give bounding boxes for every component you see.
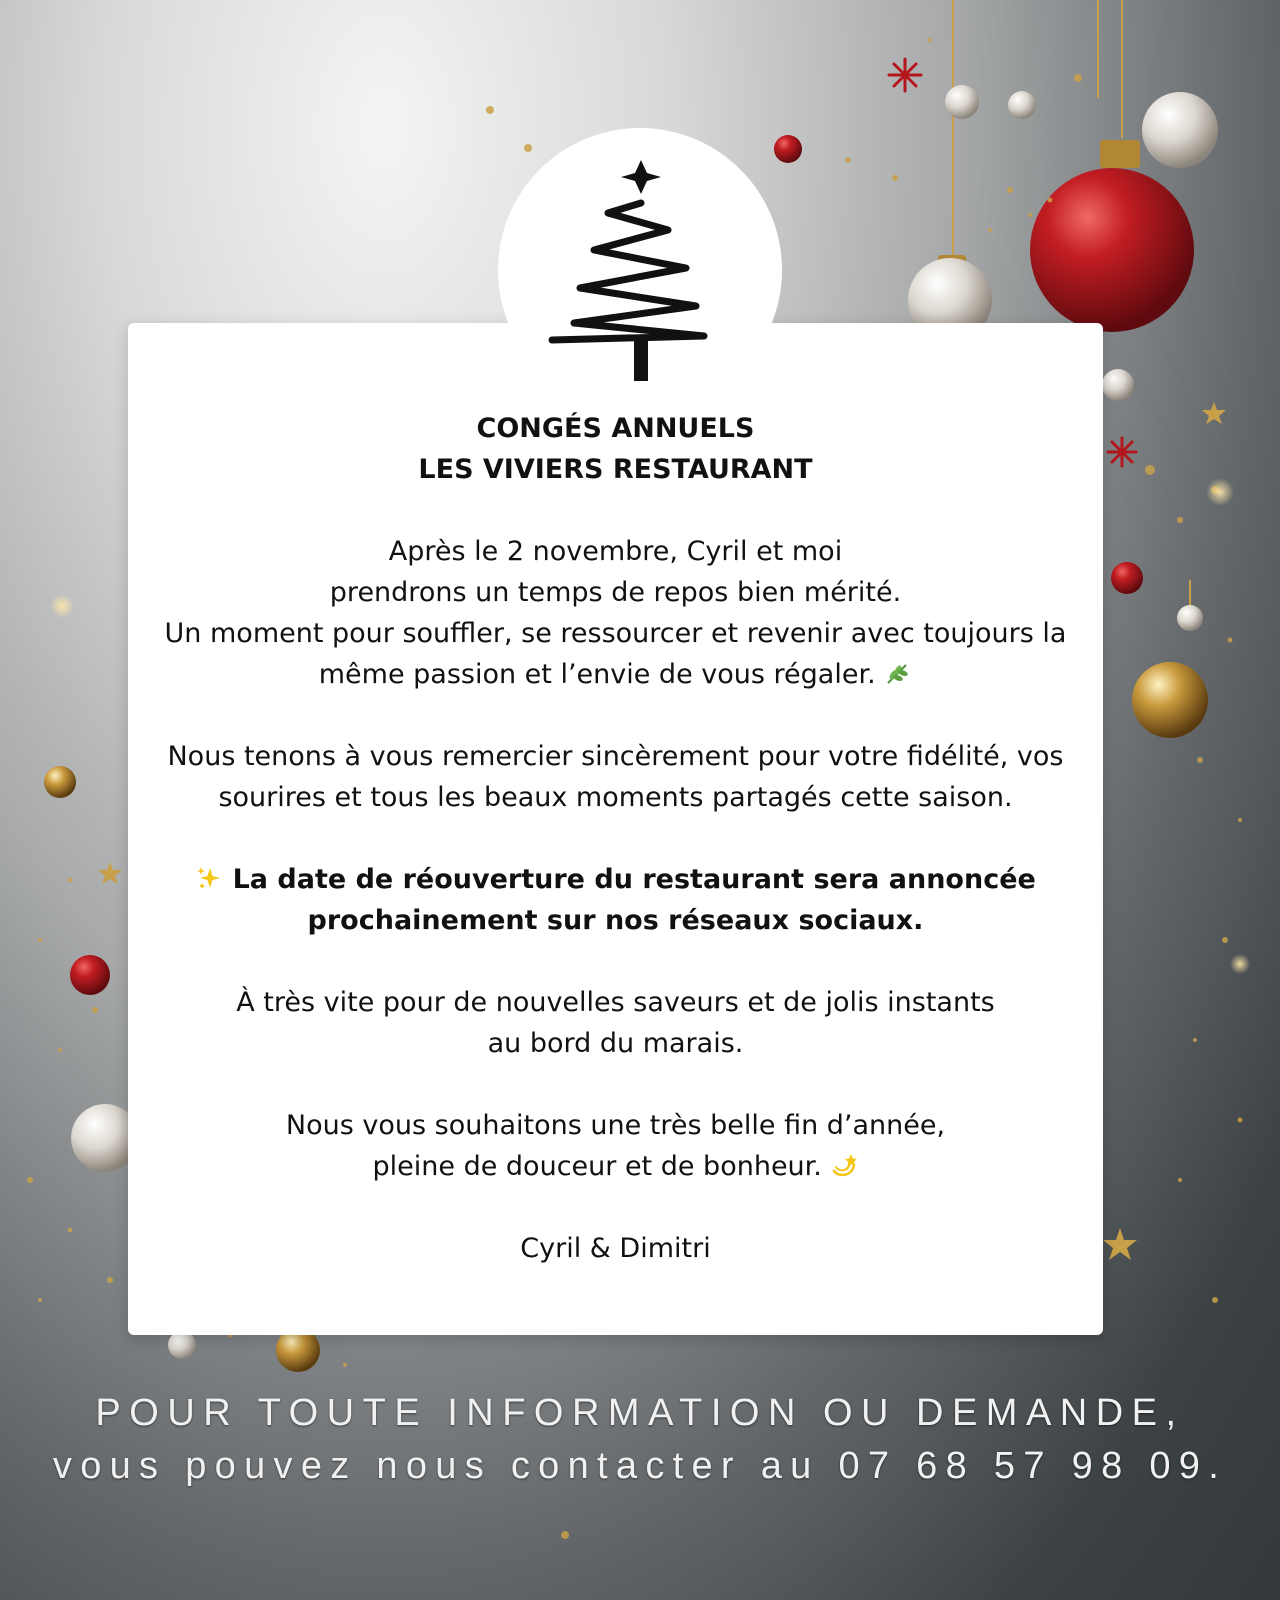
text-line: pleine de douceur et de bonheur. — [372, 1151, 822, 1182]
text-line: Après le 2 novembre, Cyril et moi — [388, 536, 843, 567]
light-bokeh — [50, 594, 74, 618]
silver-ornament — [1142, 92, 1218, 168]
silver-ornament-right — [1102, 369, 1134, 401]
dizzy-star-icon — [830, 1151, 858, 1179]
light-bokeh — [1230, 954, 1250, 974]
christmas-tree-icon — [546, 158, 734, 383]
paragraph-holiday — [128, 531, 1103, 695]
notice-title — [128, 408, 1103, 490]
text-line: La date de réouverture du restaurant sera annoncée — [232, 864, 1036, 895]
notice-content — [128, 408, 1103, 1269]
paragraph-reopening — [128, 859, 1103, 941]
red-ornament-right — [1111, 562, 1143, 594]
sparkles-icon — [195, 864, 223, 892]
text-line-with-emoji — [128, 1146, 1103, 1187]
text-line: Un moment pour souffler, se ressourcer et revenir avec toujours la — [164, 618, 1067, 649]
text-line: Nous vous souhaitons une très belle fin d’année, — [285, 1110, 946, 1141]
light-bokeh — [1206, 478, 1234, 506]
silver-ornament-small — [945, 85, 979, 119]
paragraph-see-you — [128, 982, 1103, 1064]
text-line: prendrons un temps de repos bien mérité. — [329, 577, 902, 608]
paragraph-wishes — [128, 1105, 1103, 1187]
text-line-with-emoji — [128, 654, 1103, 695]
notice-title-line-2: LES VIVIERS RESTAURANT — [418, 454, 813, 485]
paragraph-thanks — [128, 736, 1103, 818]
red-ornament-left — [70, 955, 110, 995]
signature: Cyril & Dimitri — [520, 1233, 711, 1264]
notice-title-line-1: CONGÉS ANNUELS — [476, 413, 755, 444]
text-line: même passion et l’envie de vous régaler. — [318, 659, 876, 690]
text-line: prochainement sur nos réseaux sociaux. — [307, 905, 924, 936]
text-line: Nous tenons à vous remercier sincèrement pour votre fidélité, vos — [167, 741, 1064, 772]
red-ornament-large — [1030, 140, 1194, 332]
silver-ornament-small — [1008, 91, 1036, 119]
contact-phone-line: vous pouvez nous contacter au 07 68 57 98 09. — [52, 1445, 1228, 1487]
herb-icon — [884, 659, 912, 687]
gold-ornament-right — [1132, 662, 1208, 738]
text-line: sourires et tous les beaux moments partagés cette saison. — [218, 782, 1013, 813]
text-line: au bord du marais. — [487, 1028, 744, 1059]
contact-heading: POUR TOUTE INFORMATION OU DEMANDE, — [95, 1392, 1185, 1434]
silver-ornament-bottom — [168, 1331, 196, 1359]
text-line-with-emoji — [128, 859, 1103, 900]
gold-ornament-left — [44, 766, 76, 798]
silver-ornament-right — [1177, 605, 1203, 631]
text-line: À très vite pour de nouvelles saveurs et de jolis instants — [236, 987, 995, 1018]
red-ornament-small — [774, 135, 802, 163]
contact-footer — [0, 1388, 1280, 1494]
